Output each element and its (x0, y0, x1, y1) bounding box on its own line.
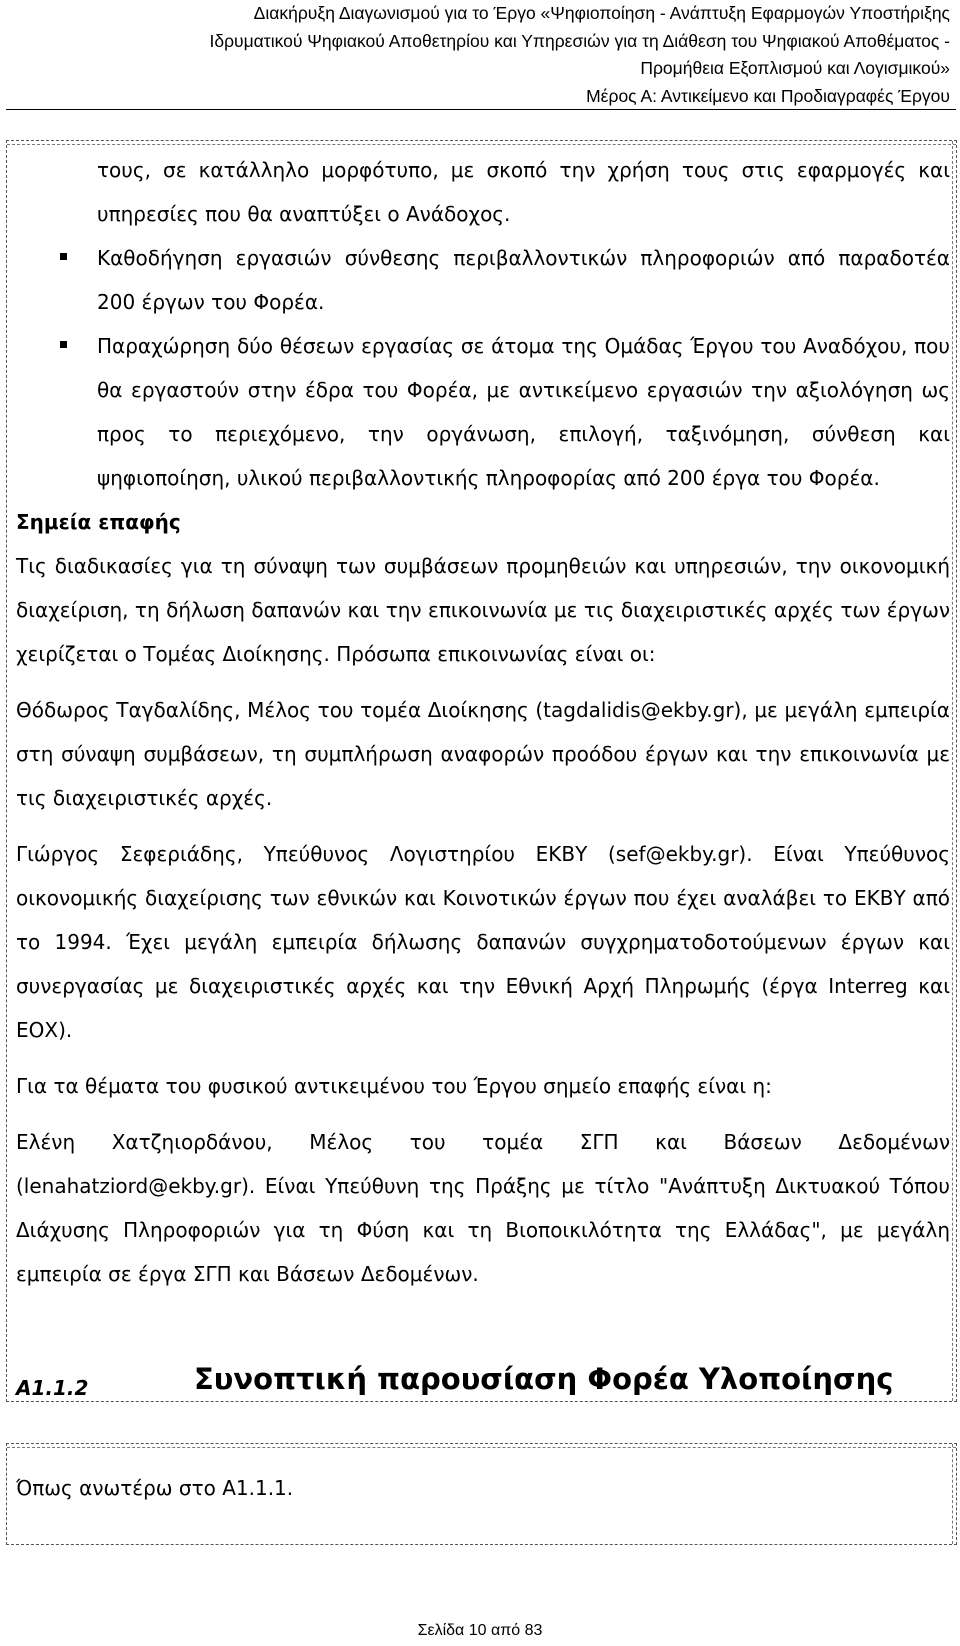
continuation-paragraph: τους, σε κατάλληλο μορφότυπο, με σκοπό την χρήση τους στις εφαρμογές και υπηρεσίες που θα αναπτύξει ο Ανάδοχος. (97, 158, 950, 226)
header-line: Μέρος Α: Αντικείμενο και Προδιαγραφές Έργου (586, 85, 950, 106)
contact-person-3: Ελένη Χατζηιορδάνου, Μέλος του τομέα ΣΓΠ και Βάσεων Δεδομένων (lenahatziord@ekby.gr). Είναι Υπεύθυνη της Πράξης με τίτλο "Ανάπτυξη Δικτυακού Τόπου Διάχυσης Πληροφοριών για τη Φύση και τη Βιοποικιλότητα της Ελλάδας", με μεγάλη εμπειρία σε έργα ΣΓΠ και Βάσεων Δεδομένων. (16, 1130, 950, 1286)
section-title: Συνοπτική παρουσίαση Φορέα Υλοποίησης (194, 1362, 894, 1396)
section-body: Όπως ανωτέρω στο Α1.1.1. (16, 1476, 294, 1500)
header-line: Προμήθεια Εξοπλισμού και Λογισμικού» (640, 58, 950, 78)
header-line: Διακήρυξη Διαγωνισμού για το Έργο «Ψηφιοποίηση - Ανάπτυξη Εφαρμογών Υποστήριξης (253, 3, 950, 23)
header-divider (6, 109, 956, 110)
bullet-text: Καθοδήγηση εργασιών σύνθεσης περιβαλλοντικών πληροφοριών από παραδοτέα 200 έργων του Φορέα. (97, 246, 950, 314)
bullet-text: Παραχώρηση δύο θέσεων εργασίας σε άτομα της Ομάδας Έργου του Αναδόχου, που θα εργαστούν στην έδρα του Φορέα, με αντικείμενο εργασιών την αξιολόγηση ως προς το περιεχόμενο, την οργάνωση, επιλογή, ταξινόμηση, σύνθεση και ψηφιοποίηση, υλικού περιβαλλοντικής πληροφορίας από 200 έργα του Φορέα. (97, 334, 950, 490)
section-heading (16, 1362, 946, 1412)
physical-contact-intro: Για τα θέματα του φυσικού αντικειμένου του Έργου σημείο επαφής είναι η: (16, 1074, 772, 1098)
contact-intro: Τις διαδικασίες για τη σύναψη των συμβάσεων προμηθειών και υπηρεσιών, την οικονομική διαχείριση, τη δήλωση δαπανών και την επικοινωνία με τις διαχειριστικές αρχές των έργων χειρίζεται ο Τομέας Διοίκησης. Πρόσωπα επικοινωνίας είναι οι: (16, 554, 950, 666)
bullet-item (16, 324, 950, 500)
contact-person-1: Θόδωρος Ταγδαλίδης, Μέλος του τομέα Διοίκησης (tagdalidis@ekby.gr), με μεγάλη εμπειρία στη σύναψη συμβάσεων, τη συμπλήρωση αναφορών προόδου έργων και την επικοινωνία με τις διαχειριστικές αρχές. (16, 698, 950, 810)
section-number: A1.1.2 (16, 1376, 89, 1400)
contact-person-2: Γιώργος Σεφεριάδης, Υπεύθυνος Λογιστηρίου ΕΚΒΥ (sef@ekby.gr). Είναι Υπεύθυνος οικονομικής διαχείρισης των εθνικών και Κοινοτικών έργων που έχει αναλάβει το ΕΚΒΥ από το 1994. Έχει μεγάλη εμπειρία δήλωσης δαπανών συγχρηματοδοτούμενων έργων και συνεργασίας με διαχειριστικές αρχές και την Εθνική Αρχή Πληρωμής (έργα Interreg και ΕΟΧ). (16, 842, 950, 1042)
document-header (10, 0, 950, 110)
main-content (16, 148, 950, 1296)
page-number: Σελίδα 10 από 83 (417, 1622, 543, 1639)
header-line: Ιδρυματικού Ψηφιακού Αποθετηρίου και Υπηρεσιών για τη Διάθεση του Ψηφιακού Αποθέματος - (209, 30, 950, 51)
square-bullet-icon (60, 341, 67, 348)
contact-heading: Σημεία επαφής (16, 510, 181, 534)
bullet-item (16, 236, 950, 324)
square-bullet-icon (60, 253, 67, 260)
